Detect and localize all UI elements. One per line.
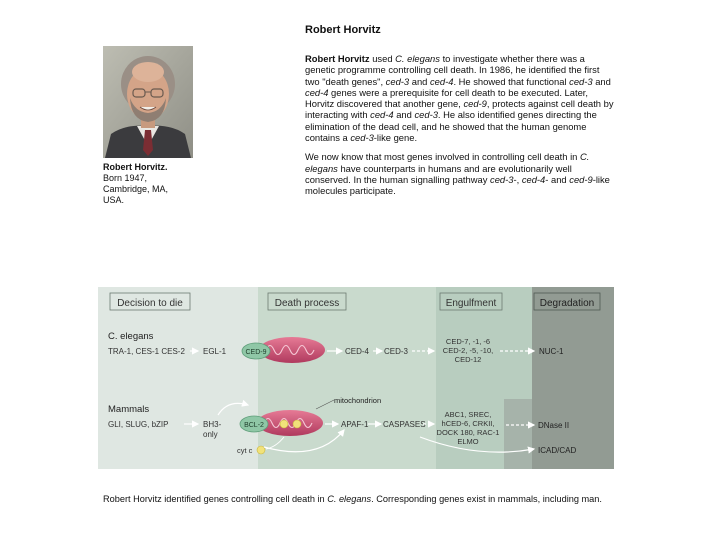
mammal-engulf-line-3: DOCK 180, RAC-1 (436, 428, 500, 437)
ce-nuc1: NUC-1 (539, 347, 564, 356)
biography (305, 53, 615, 205)
text-run: ced-3 (569, 75, 593, 87)
text-run: . Corresponding genes exist in mammals, including man. (371, 494, 602, 504)
caption-name: Robert Horvitz. (103, 162, 168, 172)
stage-decision: Decision to die (117, 298, 183, 309)
mammal-caspases: CASPASES (383, 420, 426, 429)
stage-death-process: Death process (274, 298, 340, 309)
mitochondrion-label: mitochondrion (334, 396, 382, 405)
zone-decision (98, 287, 258, 469)
text-run: C. elegans (305, 151, 590, 174)
text-run: , protects against cell death by interacting with (305, 98, 614, 121)
mammal-cyt-c: cyt c (237, 446, 253, 455)
cyt-c-dot (257, 446, 265, 454)
ce-decision-genes: TRA-1, CES-1 CES-2 (108, 347, 185, 356)
text-run: . He showed that functional (453, 75, 570, 87)
text-run: ced-3 (414, 109, 438, 121)
portrait-caption (103, 162, 208, 206)
text-run: C. elegans (395, 53, 440, 64)
mammal-bh3-line-2: only (203, 430, 218, 439)
cyt-c-dot (293, 420, 301, 428)
caption-country: USA. (103, 195, 125, 205)
mammal-engulf-line-2: hCED-6, CRKII, (441, 419, 495, 428)
text-run: ced-4 (429, 75, 454, 87)
mammal-bh3-line-1: BH3- (203, 420, 222, 429)
text-run: have counterparts in humans and are evolutionarily well conserved. In the human signalling pathway (305, 162, 572, 185)
portrait-photo (103, 46, 193, 158)
text-run: ced-4 (521, 173, 546, 185)
text-run: -like gene. (373, 132, 418, 144)
mammal-engulf-line-4: ELMO (457, 437, 479, 446)
text-run: ced-9 (463, 98, 487, 110)
bio-paragraph-2 (305, 151, 615, 196)
ce-engulf-line-3: CED-12 (454, 355, 482, 364)
cell-death-pathway-figure (98, 287, 614, 469)
mammal-dnase: DNase II (538, 421, 570, 430)
text-run: genes were a prerequisite for cell death to be executed. Later, Horvitz discovered that another gene, (305, 86, 588, 110)
text-run: and (409, 75, 430, 87)
stage-degradation: Degradation (539, 298, 595, 309)
zone-degradation (532, 287, 614, 469)
text-run: ced-9 (569, 173, 593, 185)
row-label-mammals: Mammals (108, 404, 150, 415)
text-run: and (592, 75, 611, 87)
text-run: -, (513, 173, 522, 185)
row-label-celegans: C. elegans (108, 331, 154, 342)
text-run: Robert Horvitz (305, 53, 370, 64)
text-run: C. elegans (327, 494, 372, 504)
text-run: ced-4 (370, 109, 394, 121)
mammal-apaf1: APAF-1 (341, 420, 369, 429)
mammal-icad: ICAD/CAD (538, 446, 577, 455)
ce-ced4: CED-4 (345, 347, 370, 356)
text-run: and (393, 109, 415, 121)
page-title: Robert Horvitz (305, 24, 381, 36)
zone-death-process (258, 287, 436, 469)
bio-paragraph-1 (305, 53, 615, 143)
text-run: ced-3 (350, 132, 374, 144)
portrait-image (103, 46, 193, 158)
text-run: to investigate whether there was a genetic programme controlling cell death. In 1986, he identified the first two "death genes", (305, 53, 600, 87)
text-run: -like molecules participate. (305, 173, 610, 197)
caption-city: Cambridge, MA, (103, 184, 169, 194)
text-run: used (369, 53, 396, 64)
ce-ced9: CED-9 (245, 349, 267, 356)
text-run: ced-3 (490, 173, 514, 185)
ce-egl1: EGL-1 (203, 347, 227, 356)
text-run: . He also identified genes directing the elimination of the dead cell, and he showed that the human genome contains a (305, 109, 597, 144)
pathway-diagram (98, 287, 614, 469)
text-run: ced-3 (385, 75, 410, 87)
mammal-bcl2: BCL-2 (244, 422, 264, 429)
text-run: - and (545, 173, 570, 185)
text-run: ced-4 (305, 86, 329, 98)
text-run: Robert Horvitz identified genes controlling cell death in (103, 494, 328, 504)
ce-ced3: CED-3 (384, 347, 409, 356)
figure-caption (103, 494, 603, 505)
stage-engulfment: Engulfment (445, 298, 497, 309)
ce-engulf-line-2: CED-2, -5, -10, (442, 346, 494, 355)
ce-engulf-line-1: CED-7, -1, -6 (445, 337, 491, 346)
text-run: We now know that most genes involved in controlling cell death in (305, 151, 580, 163)
caption-born: Born 1947, (103, 173, 148, 183)
cyt-c-dot (280, 420, 288, 428)
mammal-engulf-line-1: ABC1, SREC, (444, 410, 492, 419)
mammal-decision-genes: GLI, SLUG, bZIP (108, 420, 169, 429)
